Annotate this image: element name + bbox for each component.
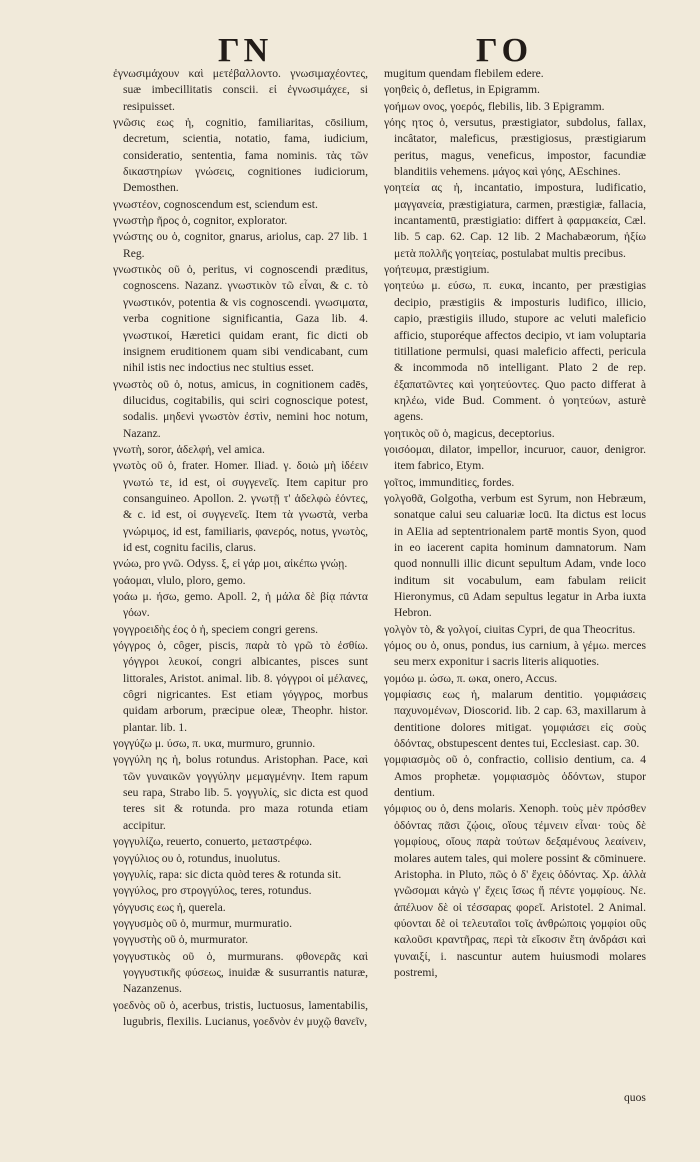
dictionary-entry: γνωτὴ, soror, ἀδελφή, vel amica. — [113, 442, 265, 456]
dictionary-entry: γογγυστὴς οῦ ὁ, murmurator. — [113, 933, 249, 947]
running-head-right: ΓΟ — [476, 32, 533, 69]
dictionary-entry: γομφιασμὸς οῦ ὁ, confractio, collisio dentium, ca. 4 Amos prophetæ. γομφιασμὸς ὀδόντων, stupor dentium. — [384, 753, 646, 800]
dictionary-entry: γοάω μ. ήσω, gemo. Apoll. 2, ἡ μάλα δὲ βίᾳ πάντα γόων. — [113, 590, 368, 620]
dictionary-entry: γογγύλος, pro στρογγύλος, teres, rotundus. — [113, 884, 312, 898]
dictionary-entry: γοητεία ας ἡ, incantatio, impostura, ludificatio, μαγγανεία, præstigiatura, carmen, præstigiæ, fallacia, incantamentū, præstigiatio: differt à φαρμακεία, Cæl. lib. 5 cap. 62. Cap. 12 lib. 2 Machabæorum, ἠξίω μετὰ πολλῆς γοητείας, postulabat multis precibus. — [384, 181, 646, 260]
dictionary-entry: γογγυσμὸς οῦ ὁ, murmur, murmuratio. — [113, 916, 293, 930]
dictionary-entry: γόης ητος ὁ, versutus, præstigiator, subdolus, fallax, incâtator, maleficus, præstigiosus, præstigiarum peritus, magus, veneficus, impostor, facundiæ blanditiis vehemens. μάγος καὶ γόης, AEschines. — [384, 116, 646, 179]
right-column — [384, 66, 646, 981]
left-column — [113, 66, 368, 1030]
dictionary-entry: γόγγρος ὁ, côger, piscis, παρὰ τὸ γρῶ τὸ ἐσθίω. γόγγροι λευκοί, congri albicantes, pisces sunt littorales, Aristot. animal. lib. 8. γόγγροι οἱ μέλανες, côgri nigricantes. Est etiam γόγγρος, morbus quidam arborum, præcipue oleæ, Theophr. histor. plantar. lib. 1. — [113, 639, 368, 734]
dictionary-entry: γνῶσις εως ἡ, cognitio, familiaritas, cōsilium, decretum, scientia, notatio, fama, iudicium, consideratio, sententia, fama nominis. τὰς τῶν δικαστηρίων γνώσεις, cognitiones iudiciorum, Demosthen. — [113, 116, 368, 195]
dictionary-entry: γνώω, pro γνῶ. Odyss. ξ, εἰ γάρ μοι, αἰκέπω γνώῃ. — [113, 557, 348, 571]
dictionary-entry: γοητεύω μ. εύσω, π. ευκα, incanto, per præstigias decipio, præstigiis & imposturis ludifico, illicio, capio, præstigiis illudo, stupore ac veluti maleficio afficio, stuporéque affectos decipio, vt iam voluptaria titillatione permulsi, quasi maleficio affecti, pericula & incommoda nō intelligant. Plato 2 de rep. ἐξαπατῶντες καὶ γοητεύοντες. Quo pacto differat à κηλέω, vide Bud. Comment. ὁ γοητεύων, asturè agens. — [384, 279, 646, 424]
dictionary-entry: γογγροειδὴς έος ὁ ἡ, speciem congri gerens. — [113, 622, 319, 636]
dictionary-entry: γνωστικὸς οῦ ὁ, peritus, vi cognoscendi præditus, cognoscens. Nazanz. γνωστικὸν τῶ εἶναι, & c. τὸ γνωστικόν, potentia & vis cognoscendi. γνωσιματα, verba cognitione significantia, Gaza lib. 4. γνωστικοί, Hæretici quidam erant, fic dicti ob insignem eruditionem quam sibi vendicabant, cum nihil istis nec indoctius nec stultius esset. — [113, 263, 368, 375]
dictionary-entry: γολγοθᾶ, Golgotha, verbum est Syrum, non Hebræum, sonatque calui seu caluariæ locū. Ita dictus est locus in AElia ad septentrionalem partē montis Syon, quod in eo iacerent capita hominum damnatorum. Nam quod nonnulli illic dicunt sepultum Adam, vnde loco inditum sit vocabulum, eam fabulam reiicit Hieronymus, cū Adam sepultus legatur in Arba iuxta Hebron. — [384, 491, 646, 620]
dictionary-entry: γογγυλίζω, reuerto, conuerto, μεταστρέφω. — [113, 835, 313, 849]
dictionary-entry: γνωστὴρ ῆρος ὁ, cognitor, explorator. — [113, 214, 288, 228]
dictionary-entry: γοάομαι, vlulo, ploro, gemo. — [113, 573, 246, 587]
dictionary-entry: γογγυστικὸς οῦ ὁ, murmurans. φθονερᾶς καὶ γογγυστικῆς φύσεως, inuidæ & susurrantis naturæ, Nazanzenus. — [113, 949, 368, 996]
catchword: quos — [624, 1091, 646, 1104]
dictionary-entry: γόμος ου ὁ, onus, pondus, ius carnium, à γέμω. merces seu merx exponitur i sacris literis aliquoties. — [384, 639, 646, 669]
dictionary-entry: γόμφιος ου ὁ, dens molaris. Xenoph. τοὺς μὲν πρόσθεν ὀδόντας πᾶσι ζῴοις, οἵους τέμνειν εἶναι· τοὺς δὲ γομφίους, οἵους παρὰ τούτων δεξαμένους λεαίνειν, molares autem tales, qui molere possint & cōminuere. Aristopha. in Pluto, πῶς ὁ δ' ἔχεις ὀδόντας. Χρ. ἀλλὰ γνῶσομαι κἀγὼ γ' ἔχεις ἴσως ἤ πέντε γομφίους. Νε. ἀπέλυον δὲ οἱ τέσσαρας φορεῖ. Aristotel. 2 Animal. φύονται δὲ οἱ τελευταῖοι τοῖς ἀνθρώποις γομφίοι οὓς καλοῦσι κραντῆρας, περὶ τὰ εἴκοσιν ἔτη ἀνδράσι καὶ γυναιξί, i. nascuntur autem huiusmodi molares postremi, — [384, 802, 646, 979]
dictionary-entry: γογγύλιος ου ὁ, rotundus, inuolutus. — [113, 851, 281, 865]
dictionary-entry: γοήτευμα, præstigium. — [384, 263, 490, 277]
dictionary-entry: mugitum quendam flebilem edere. — [384, 67, 544, 80]
dictionary-entry: γογγύλη ης ἡ, bolus rotundus. Aristophan. Pace, καὶ τῶν γυναικῶν γογγύλην μεμαγμένην. Item rapum seu rapa, Strabo lib. 5. γογγυλίς, sic dicta est quod teres sit & rotunda. pro maza rotunda etiam accipitur. — [113, 753, 368, 832]
dictionary-entry: γνώστης ου ὁ, cognitor, gnarus, ariolus, cap. 27 lib. 1 Reg. — [113, 230, 368, 260]
dictionary-entry: γνωτὸς οῦ ὁ, frater. Homer. Iliad. γ. δοιὼ μὴ ἰδέειν γνωτώ τε, id est, οἱ συγγενεῖς. Item capitur pro consanguineo. Apollon. 2. γνωτῇ τ' ἀδελφὼ ἐόντες, & c. id est, οἱ συγγενεῖς. Item τὰ γνωστὰ, verba γνώριμος, id est, familiaris, φανερός, notus, γνωτὸς, id est, cognitu facilis, clarus. — [113, 459, 368, 554]
dictionary-entry: γοητικὸς οῦ ὁ, magicus, deceptorius. — [384, 426, 555, 440]
dictionary-entry: γόγγυσις εως ἡ, querela. — [113, 900, 226, 914]
dictionary-entry: γομόω μ. ώσω, π. ωκα, onero, Accus. — [384, 671, 558, 685]
running-head-left: ΓΝ — [218, 32, 273, 69]
dictionary-entry: γνωστέον, cognoscendum est, sciendum est. — [113, 197, 318, 211]
dictionary-entry: γομφίασις εως ἡ, malarum dentitio. γομφιάσεις παχυνομένων, Dioscorid. lib. 2 cap. 63, maxillarum à dentitione dolores mitigat. γομφιάσει εἰς σοὺς ὀδόντας, obstupescent dentes tui, Ecclesiast. cap. 30. — [384, 688, 646, 751]
dictionary-entry: γοηθεὶς ὁ, defletus, in Epigramm. — [384, 83, 540, 97]
dictionary-entry: γοῖτος, immunditiες, fordes. — [384, 475, 515, 489]
dictionary-entry: γνωστὸς οῦ ὁ, notus, amicus, in cognitionem cadēs, dilucidus, cogitabilis, qui sciri cognoscique potest, sodalis. μηδενὶ γνωστὸν ἐστὶν, nemini hoc notum, Nazanz. — [113, 377, 368, 440]
dictionary-entry: γοισόομαι, dilator, impellor, incuruor, cauor, denigror. item fabrico, Etym. — [384, 442, 646, 473]
dictionary-entry: ἐγνωσιμάχουν καὶ μετέβαλλοντο. γνωσιμαχέοντες, suæ imbecillitatis conscii. εἰ ἐγνωσιμάχεε, si resipuisset. — [113, 67, 368, 113]
dictionary-entry: γοεδνὸς οῦ ὁ, acerbus, tristis, luctuosus, lamentabilis, lugubris, flexilis. Lucianus, γοεδνὸν ἐν μυχῷ θανεῖν, — [113, 998, 368, 1028]
dictionary-entry: γοήμων ονος, γοερός, flebilis, lib. 3 Epigramm. — [384, 99, 605, 113]
dictionary-entry: γογγύζω μ. ύσω, π. υκα, murmuro, grunnio. — [113, 737, 316, 751]
dictionary-entry: γολγὸν τὸ, & γολγοί, ciuitas Cypri, de qua Theocritus. — [384, 622, 636, 636]
dictionary-entry: γογγυλίς, rapa: sic dicta quòd teres & rotunda sit. — [113, 867, 342, 881]
